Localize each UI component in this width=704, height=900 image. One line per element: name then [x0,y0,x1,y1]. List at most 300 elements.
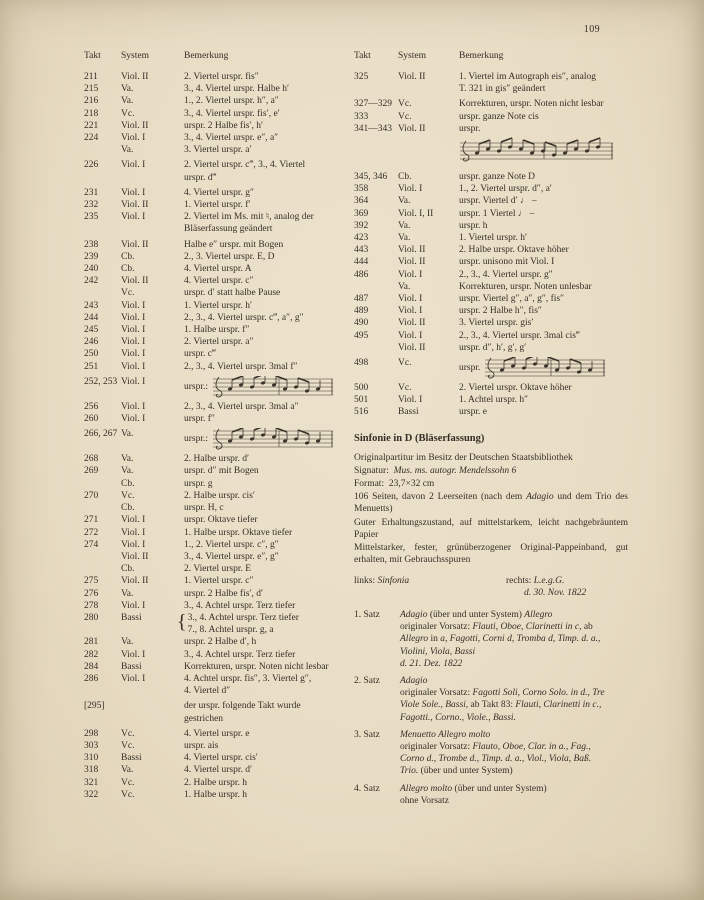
system-cell: Viol. I [121,325,146,336]
bemerkung-cell: 2. Halbe urspr. cis′ [184,490,255,501]
table-row [84,187,340,199]
bemerkung-cell: 3. Viertel urspr. a′ [184,145,252,156]
takt-cell: 252, 253 [84,376,118,387]
table-row [354,406,628,418]
system-cell: Vc. [121,777,135,788]
system-cell: Cb. [121,478,135,489]
bemerkung-cell: 1. Halbe urspr. h [184,789,248,800]
provenance-block [354,575,628,599]
bemerkung-cell: 4. Viertel urspr. d′ [184,765,253,776]
bemerkung-cell: urspr. d′ statt halbe Pause [184,288,281,299]
bemerkung-cell: 3., 4. Achtel urspr. Terz tiefer [184,649,296,660]
system-cell: Va. [398,196,411,207]
system-cell: Viol. II [121,276,149,287]
takt-cell: 341—343 [354,123,392,134]
movement-line: Viole Sole., Bassi, ab Takt 83: Flauti, Clarinetti in c., [400,700,602,711]
bemerkung-cell: 2., 3. Viertel urspr. E, D [184,251,275,262]
system-cell: Viol. II [121,551,149,562]
movement-row [354,675,628,724]
system-cell: Viol. II [121,200,149,211]
system-cell: Vc. [121,108,135,119]
system-cell: Viol. I [121,414,146,425]
system-cell: Viol. I [121,600,146,611]
table-row [354,208,628,220]
movement-row [354,729,628,778]
takt-cell: 318 [84,765,99,776]
bemerkung-cell: Korrekturen, urspr. Noten nicht lesbar [459,99,604,110]
column-header-takt: Takt [84,51,101,61]
table-row [84,324,340,336]
system-cell: Viol. I [121,649,146,660]
table-row [84,661,340,673]
bemerkung-cell: Korrekturen, urspr. Noten unlesbar [459,281,592,292]
bemerkung-cell: 1. Viertel urspr. h′ [184,300,253,311]
table-row [84,83,340,95]
system-cell: Viol. I [398,306,423,317]
system-cell: Vc. [121,490,135,501]
takt-cell: 364 [354,196,369,207]
takt-cell: 303 [84,740,99,751]
movement-label: 3. Satz [354,729,380,740]
column-header-bemerkung: Bemerkung [184,51,229,61]
bemerkung-cell: urspr. [459,357,628,379]
provenance-right [506,575,586,599]
system-cell: Viol. II [398,72,426,82]
bemerkung-cell: 2. Viertel urspr. Oktave höher [459,383,572,394]
system-cell: Viol. I, II [398,208,434,219]
table-row [84,348,340,360]
bemerkung-cell: 2. Halbe urspr. h [184,777,248,788]
table-row [84,120,340,132]
bemerkung-cell: 1., 2. Viertel urspr. d″, a′ [459,184,552,195]
takt-cell: 322 [84,789,99,800]
movement-line: Violini, Viola, Bassi [400,646,476,657]
table-row [354,220,628,232]
bemerkung-cell: 4. Viertel urspr. g″ [184,187,254,198]
movement-line: Corno d., Trombe d., Timp. d. a., Viol., Viola, Baß. [400,754,592,765]
takt-cell: 321 [84,777,99,788]
system-cell: Va. [121,96,134,107]
bemerkung-cell: urspr. f″ [184,414,215,425]
system-cell: Viol. II [398,318,426,329]
table-row [84,300,340,312]
takt-cell [84,144,121,156]
table-row [84,612,340,636]
takt-cell: 256 [84,401,99,412]
table-row [84,144,340,156]
table-row [84,263,340,275]
takt-cell: 280 [84,612,99,623]
bemerkung-cell: 2., 3., 4. Viertel urspr. 3mal a″ [184,401,299,412]
system-cell: Va. [121,429,134,440]
system-cell: Va. [398,233,411,244]
takt-cell: 443 [354,245,369,256]
bemerkung-cell: urspr. ais [184,740,219,751]
takt-cell: 211 [84,72,98,82]
system-cell: Viol. II [398,123,426,134]
table-row [354,183,628,195]
table-row [84,728,340,740]
bemerkung-cell: 1. Achtel urspr. h″ [459,395,529,406]
rechts-date: d. 30. Nov. 1822 [524,587,587,598]
system-cell: Viol. I [121,312,146,323]
right-table-body [354,71,628,419]
system-cell: Viol. II [121,576,149,587]
table-row [354,330,628,342]
system-cell: Vc. [398,383,412,394]
takt-cell: 333 [354,111,369,122]
takt-cell: 282 [84,649,99,660]
takt-cell: 423 [354,233,369,244]
table-row [84,336,340,348]
bemerkung-cell: urspr. g [184,478,213,489]
table-row [354,317,628,329]
system-cell: Viol. I [398,269,423,280]
table-row [84,563,340,575]
takt-cell: 269 [84,466,99,477]
paragraph: Signatur: Mus. ms. autogr. Mendelssohn 6 [354,465,517,476]
bemerkung-cell: urspr. Viertel d′ ♩ – [459,196,537,207]
provenance-left [354,575,506,599]
table-row [84,777,340,789]
system-cell: Viol. I [121,212,146,223]
paragraph: Format: 23,7×32 cm [354,479,435,490]
bemerkung-cell: 1. Viertel im Autograph eis″, analog T. 321 in gis″ geändert [459,72,596,95]
table-row [354,111,628,123]
takt-cell: 516 [354,407,369,418]
takt-cell: 286 [84,673,99,684]
bemerkung-cell: 2. Halbe urspr. Oktave höher [459,245,569,256]
takt-cell: 495 [354,330,369,341]
system-cell: Vc. [398,358,412,369]
bemerkung-cell: urspr. Viertel g″, a″, g″, fis″ [459,294,565,305]
table-row [354,382,628,394]
takt-cell: 245 [84,325,99,336]
movement-label: 2. Satz [354,675,380,686]
takt-cell: 272 [84,527,99,538]
takt-cell [354,342,398,354]
bemerkung-cell: urspr. 1 Viertel ♩ – [459,208,535,219]
bemerkung-cell: urspr. 2 Halbe fis′, h′ [184,120,264,131]
table-row [84,673,340,697]
bemerkung-cell: der urspr. folgende Takt wurde gestrichen [184,701,301,724]
table-row [84,649,340,661]
table-row [84,700,340,724]
bemerkung-cell: urspr. e [459,407,487,418]
table-row [84,514,340,526]
bemerkung-cell: 3., 4. Viertel urspr. fis′, e′ [184,108,280,119]
bemerkung-cell: 4. Achtel urspr. fis″, 3. Viertel g″, 4. Viertel d″ [184,673,312,697]
system-cell: Cb. [121,503,135,514]
table-row [84,376,340,398]
table-row [84,132,340,144]
table-row [84,490,340,502]
bemerkung-cell: urspr. d″, h′, g′, g′ [459,342,527,353]
table-row [354,195,628,207]
system-cell: Viol. I [121,515,146,526]
takt-cell: 250 [84,349,99,360]
bemerkung-cell: urspr. Oktave tiefer [184,515,258,526]
table-row [84,575,340,587]
system-cell: Vc. [121,789,135,800]
page-number: 109 [583,24,600,35]
rechts-value: L.e.g.G. [533,575,565,586]
bemerkung-cell: 4. Viertel urspr. cis′ [184,753,258,764]
system-cell: Viol. I [398,330,423,341]
system-cell: Viol. II [398,257,426,268]
system-cell: Viol. I [121,187,146,198]
bemerkung-cell: 2. Viertel im Ms. mit ♮, analog der Bläserfassung geändert [184,212,314,235]
takt-cell: 251 [84,361,99,372]
table-row [84,478,340,490]
table-row [84,740,340,752]
movement-line: Fagotti., Corno., Viole., Bassi. [400,712,516,723]
takt-cell: 392 [354,220,369,231]
system-cell: Viol. II [121,120,149,131]
table-row [84,588,340,600]
bemerkung-cell: urspr.: [184,428,340,450]
column-header-system: System [121,51,149,61]
bemerkung-cell: Halbe e″ urspr. mit Bogen [184,239,284,250]
system-cell: Va. [121,466,134,477]
paragraph: Originalpartitur im Besitz der Deutschen Staatsbibliothek [354,452,573,463]
system-cell: Bassi [121,753,142,764]
table-row [84,312,340,324]
takt-cell: 215 [84,84,99,95]
section-paragraphs [354,452,628,567]
bemerkung-cell: 2., 3., 4. Viertel urspr. 3mal cis‴ [459,330,580,341]
bemerkung-cell: 2. Viertel urspr. a″ [184,337,254,348]
takt-cell: 231 [84,187,99,198]
system-cell: Viol. I [121,349,146,360]
section-title: Sinfonie in D (Bläserfassung) [354,432,485,444]
movement-row [354,783,628,807]
takt-cell: 498 [354,358,369,369]
bemerkung-cell: 4. Viertel urspr. A [184,264,252,275]
takt-cell: 232 [84,200,99,211]
movement-line: d. 21. Dez. 1822 [400,658,463,669]
takt-cell [84,502,121,514]
bemerkung-cell: urspr. h [459,220,488,231]
music-snippet [484,357,606,379]
system-cell: Viol. I [398,395,423,406]
system-cell: Vc. [398,111,412,122]
table-row [84,287,340,299]
paragraph: Mittelstarker, fester, grünüberzogener Original-Pappeinband, gut erhalten, mit Gebrauchsspuren [354,543,628,566]
rechts-label: rechts: [506,575,532,586]
table-row [84,199,340,211]
bemerkung-cell: 1. Viertel urspr. c″ [184,576,254,587]
takt-cell: 487 [354,294,369,305]
bemerkung-cell: urspr. [459,123,628,168]
system-cell: Viol. II [121,239,149,250]
movement-label: 4. Satz [354,783,380,794]
system-cell: Viol. I [121,133,146,144]
system-cell: Bassi [121,661,142,672]
table-row [354,281,628,293]
table-row [84,275,340,287]
table-row [84,527,340,539]
music-snippet [212,376,334,398]
system-cell: Viol. I [398,294,423,305]
bemerkung-cell: urspr.: [184,376,340,398]
system-cell [121,700,184,724]
system-cell: Vc. [121,740,135,751]
table-row [354,244,628,256]
system-cell: Va. [121,145,134,156]
system-cell: Bassi [121,612,142,623]
bemerkung-cell: 3., 4. Viertel urspr. Halbe h′ [184,84,290,95]
table-row [84,361,340,373]
system-cell: Va. [121,588,134,599]
takt-cell: [295] [84,701,105,712]
table-row [354,394,628,406]
system-cell: Viol. I [121,337,146,348]
takt-cell: 345, 346 [354,172,388,183]
takt-cell: 242 [84,276,99,287]
movement-line: originaler Vorsatz: Fagotti Soli, Corno Solo. in d., Tre [400,688,605,699]
system-cell: Va. [398,281,411,292]
right-column [354,50,628,812]
bemerkung-cell: 1. Halbe urspr. Oktave tiefer [184,527,293,538]
bemerkung-cell: urspr. ganze Note cis [459,111,539,122]
takt-cell: 278 [84,600,99,611]
takt-cell: 224 [84,133,99,144]
system-cell: Viol. I [121,673,146,684]
table-row [84,251,340,263]
movement-row [354,609,628,670]
takt-cell: 276 [84,588,99,599]
takt-cell [84,563,121,575]
table-row [84,95,340,107]
bemerkung-cell: 2. Viertel urspr. fis″ [184,72,259,82]
takt-cell: 325 [354,72,369,82]
bemerkung-cell: urspr. c‴ [184,349,216,360]
takt-cell: 266, 267 [84,429,118,440]
takt-cell: 216 [84,96,99,107]
table-row [354,342,628,354]
takt-cell: 500 [354,383,369,394]
movement-line: ohne Vorsatz [400,795,449,806]
takt-cell [354,281,398,293]
system-cell: Viol. II [121,72,149,82]
movement-line: Trio. (über und unter System) [400,766,513,777]
system-cell: Viol. II [398,245,426,256]
movement-line: Allegro molto (über und unter System) [400,783,547,794]
table-row [84,789,340,801]
bemerkung-cell: urspr. 2 Halbe fis′, d′ [184,588,264,599]
takt-cell: 490 [354,318,369,329]
right-table-header [354,50,628,62]
bemerkung-cell: urspr. H, c [184,503,224,514]
table-row [354,98,628,110]
system-cell: Viol. I [121,401,146,412]
system-cell: Viol. I [121,361,146,372]
brace-glyph: { [177,610,187,633]
takt-cell: 260 [84,414,99,425]
takt-cell: 221 [84,120,99,131]
takt-cell: 270 [84,490,99,501]
bemerkung-cell: 1., 2. Viertel urspr. h″, a″ [184,96,279,107]
table-row [84,211,340,235]
movement-line: Adagio [400,675,428,686]
bemerkung-cell: 2. Viertel urspr. c‴, 3., 4. Viertel urspr. d‴ [184,160,306,183]
table-row [354,357,628,379]
table-row [84,108,340,120]
system-cell: Bassi [398,407,419,418]
bemerkung-cell: 1. Halbe urspr. f″ [184,325,250,336]
left-column [84,50,340,801]
movement-line: Menuetto Allegro molto [400,729,491,740]
takt-cell: 489 [354,306,369,317]
bemerkung-cell: 1. Viertel urspr. h′ [459,233,528,244]
column-header-bemerkung: Bemerkung [459,51,504,61]
table-row [84,551,340,563]
bemerkung-cell: 3., 4. Viertel urspr. e″, g″ [184,551,279,562]
table-row [354,269,628,281]
system-cell: Va. [398,220,411,231]
system-cell: Viol. I [398,184,423,195]
takt-cell: 243 [84,300,99,311]
system-cell: Cb. [398,172,412,183]
table-row [84,159,340,183]
system-cell: Viol. I [121,376,146,387]
table-row [84,636,340,648]
table-row [84,239,340,251]
movement-line: Adagio (über und unter System) Allegro [400,609,553,620]
column-header-takt: Takt [354,51,371,61]
system-cell: Cb. [121,564,135,575]
bemerkung-cell: urspr. ganze Note D [459,172,535,183]
takt-cell: 235 [84,212,99,223]
bemerkung-cell: Korrekturen, urspr. Noten nicht lesbar [184,661,329,672]
bemerkung-cell: 3., 4. Achtel urspr. Terz tiefer [184,600,296,611]
system-cell: Viol. I [121,539,146,550]
system-cell: Vc. [121,288,135,299]
system-cell: Cb. [121,251,135,262]
bemerkung-cell: 2., 3., 4. Viertel urspr. 3mal f″ [184,361,298,372]
table-row [354,305,628,317]
takt-cell [84,478,121,490]
bemerkung-cell: 4. Viertel urspr. c″ [184,276,254,287]
takt-cell: 218 [84,108,99,119]
bemerkung-cell: 1., 2. Viertel urspr. c″, g″ [184,539,279,550]
table-row [84,465,340,477]
takt-cell: 271 [84,515,99,526]
bemerkung-cell: 1. Viertel urspr. f′ [184,200,251,211]
bemerkung-cell: 3., 4. Viertel urspr. e″, a″ [184,133,279,144]
takt-cell: 226 [84,160,99,171]
takt-cell: 327—329 [354,99,392,110]
system-cell: Va. [121,84,134,95]
bemerkung-cell: urspr. unisono mit Viol. I [459,257,555,268]
music-snippet [459,136,628,166]
bemerkung-cell: 2. Viertel urspr. E [184,564,252,575]
paragraph: 106 Seiten, davon 2 Leerseiten (nach dem Adagio und dem Trio des Menuetts) [354,492,628,515]
takt-cell: 239 [84,251,99,262]
table-row [84,401,340,413]
left-table-header [84,50,340,62]
bemerkung-cell: 2., 3., 4. Viertel urspr. g″ [459,269,553,280]
takt-cell: 444 [354,257,369,268]
table-row [354,171,628,183]
page-content [84,50,628,812]
bemerkung-cell: 4. Viertel urspr. e [184,728,250,739]
system-cell: Va. [121,765,134,776]
music-snippet [212,428,334,450]
table-row [84,752,340,764]
takt-cell: 240 [84,264,99,275]
